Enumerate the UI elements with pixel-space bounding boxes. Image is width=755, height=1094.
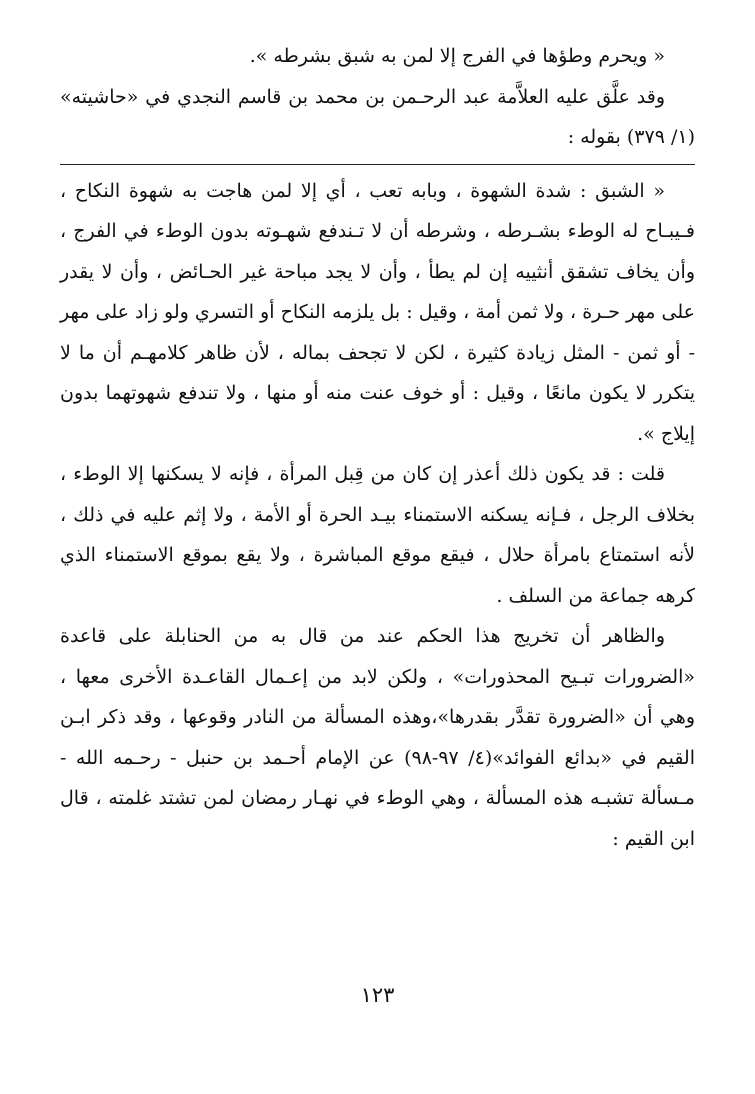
matn-quote-paragraph: « ويحرم وطؤها في الفرج إلا لمن به شبق بشرطه ». bbox=[249, 45, 665, 67]
conclusion-paragraph: والظاهر أن تخريج هذا الحكم عند من قال به من الحنابلة على قاعدة «الضرورات تبـيح المحذورات» ، ولكن لابد من إعـمال القاعـدة الأخرى معها ، وهي أن «الضرورة تقدَّر بقدرها»،وهذه المسألة من النادر وقوعها ، وقد ذكر ابـن القيم في «بدائع الفوائد»(٤/ ٩٧-٩٨) عن الإمام أحـمد بن حنبل - رحـمه الله - مـسألة تشبـه هذه المسألة ، وهي الوطء في نهـار رمضان لمن تشتد غلمته ، قال ابن القيم : bbox=[60, 625, 695, 850]
author-comment-paragraph: قلت : قد يكون ذلك أعذر إن كان من قِبل المرأة ، فإنه لا يسكنها إلا الوطء ، بخلاف الرجل ، فـإنه يسكنه الاستمناء بيـد الحرة أو الأمة ، ولا إثم عليه في ذلك ، لأنه استمتاع بامرأة حلال ، فيقع موقع المباشرة ، ولا يقع بموقع الاستمناء الذي كرهه جماعة من السلف . bbox=[60, 463, 695, 607]
hashiya-intro-paragraph: وقد علَّق عليه العلاَّمة عبد الرحـمن بن محمد بن قاسم النجدي في «حاشيته» (١/ ٣٧٩) بقوله : bbox=[60, 85, 695, 148]
page-body bbox=[60, 36, 695, 859]
page-number: ١٢٣ bbox=[360, 983, 395, 1007]
hashiya-quote-paragraph: « الشبق : شدة الشهوة ، وبابه تعب ، أي إلا لمن هاجت به شهوة النكاح ، فـيبـاح له الوطء بشـرطه ، وشرطه أن لا تـندفع شهـوته بدون الوطء في الفرج ، وأن يخاف تشقق أنثييه إن لم يطأ ، وأن لا يجد مباحة غير الحـائض ، وأن لا يقدر على مهر حـرة ، ولا ثمن أمة ، وقيل : بل يلزمه النكاح أو التسري ولو زاد على مهر - أو ثمن - المثل زيادة كثيرة ، لكن لا تجحف بماله ، لأن ظاهر كلامهـم أن ما لا يتكرر لا يكون مانعًا ، وقيل : أو خوف عنت منه أو منها ، ولا تندفع شهوتهما بدون إيلاج ». bbox=[60, 179, 695, 445]
section-divider bbox=[60, 164, 695, 165]
